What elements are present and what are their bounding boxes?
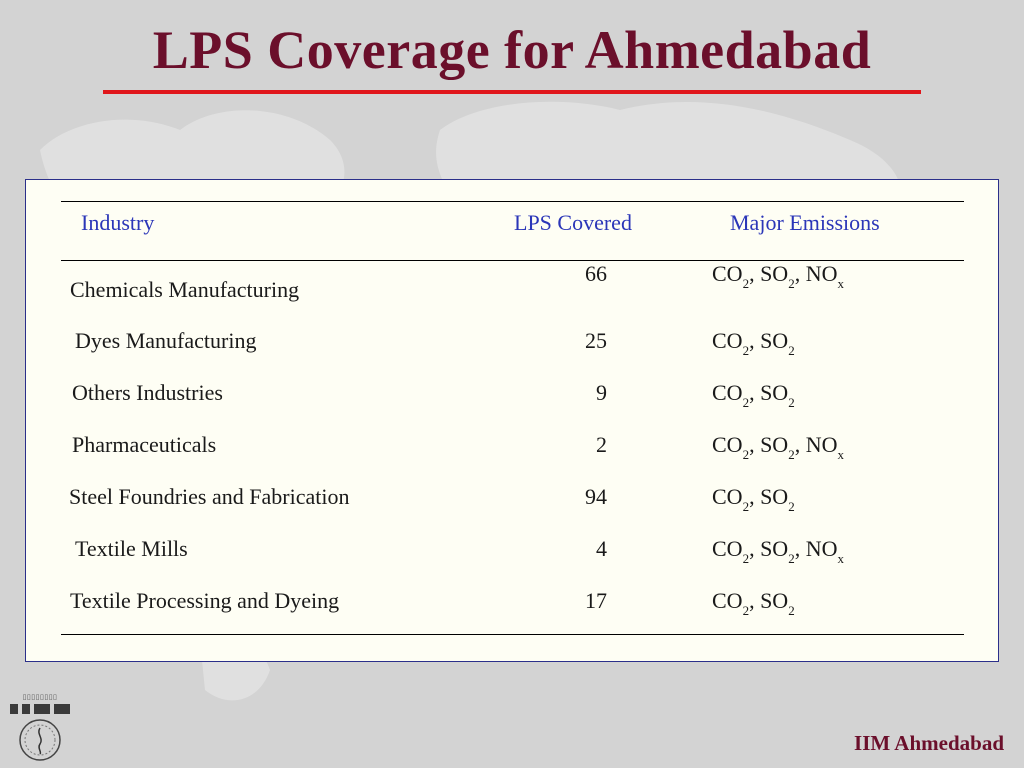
industry-cell: Pharmaceuticals [72, 432, 217, 457]
lps-covered-cell: 66 [585, 261, 607, 286]
table-top-rule [61, 201, 964, 202]
emission-subscript: 2 [742, 603, 750, 618]
title-underline [103, 90, 921, 94]
lps-covered-cell: 25 [585, 328, 607, 353]
emission-subscript: 2 [742, 499, 750, 514]
emission-subscript: 2 [742, 447, 750, 462]
emission-text: , NO [794, 261, 838, 286]
emission-subscript: 2 [742, 343, 750, 358]
emission-text: CO [712, 484, 743, 509]
industry-cell: Textile Processing and Dyeing [70, 588, 340, 613]
lps-covered-cell: 2 [596, 432, 607, 457]
industry-cell: Chemicals Manufacturing [70, 277, 300, 302]
emission-text: , SO [749, 261, 789, 286]
emission-text: CO [712, 588, 743, 613]
emission-text: CO [712, 328, 743, 353]
table-panel [25, 179, 999, 662]
emission-text: , SO [749, 432, 789, 457]
lps-covered-cell: 17 [585, 588, 607, 613]
emissions-cell [712, 536, 844, 566]
emissions-cell [712, 484, 795, 514]
emission-subscript: 2 [788, 447, 795, 462]
header-major-emissions: Major Emissions [730, 210, 880, 235]
header-lps-covered: LPS Covered [514, 210, 632, 235]
emission-text: , SO [749, 484, 789, 509]
emission-subscript: 2 [742, 276, 750, 291]
emission-subscript: 2 [788, 603, 795, 618]
emission-text: , NO [794, 536, 838, 561]
emission-text: CO [712, 261, 743, 286]
emission-subscript: 2 [788, 499, 795, 514]
lps-covered-cell: 94 [585, 484, 607, 509]
industry-cell: Steel Foundries and Fabrication [69, 484, 350, 509]
emission-subscript: x [837, 276, 844, 291]
emission-subscript: 2 [742, 551, 750, 566]
lps-covered-cell: 9 [596, 380, 607, 405]
emission-subscript: 2 [788, 276, 795, 291]
emission-text: , SO [749, 380, 789, 405]
emission-subscript: 2 [742, 395, 750, 410]
table-bottom-rule [61, 634, 964, 635]
slide-title: LPS Coverage for Ahmedabad [152, 20, 872, 80]
emissions-cell [712, 261, 844, 291]
footer-institution: IIM Ahmedabad [854, 731, 1004, 755]
iima-logo-icon [6, 690, 74, 762]
emission-text: CO [712, 536, 743, 561]
emission-text: , SO [749, 588, 789, 613]
header-industry: Industry [81, 210, 155, 235]
emission-text: , NO [794, 432, 838, 457]
industry-cell: Dyes Manufacturing [75, 328, 257, 353]
emission-subscript: 2 [788, 551, 795, 566]
emission-subscript: 2 [788, 343, 795, 358]
emission-text: CO [712, 380, 743, 405]
emissions-cell [712, 432, 844, 462]
svg-text:▯▯▯▯▯▯▯▯: ▯▯▯▯▯▯▯▯ [22, 693, 58, 701]
emission-text: , SO [749, 328, 789, 353]
industry-cell: Textile Mills [75, 536, 188, 561]
emissions-cell [712, 328, 795, 358]
emission-subscript: x [837, 551, 844, 566]
industry-cell: Others Industries [72, 380, 223, 405]
emission-text: CO [712, 432, 743, 457]
lps-covered-cell: 4 [596, 536, 607, 561]
emission-subscript: x [837, 447, 844, 462]
emissions-cell [712, 380, 795, 410]
emission-subscript: 2 [788, 395, 795, 410]
emissions-cell [712, 588, 795, 618]
emission-text: , SO [749, 536, 789, 561]
